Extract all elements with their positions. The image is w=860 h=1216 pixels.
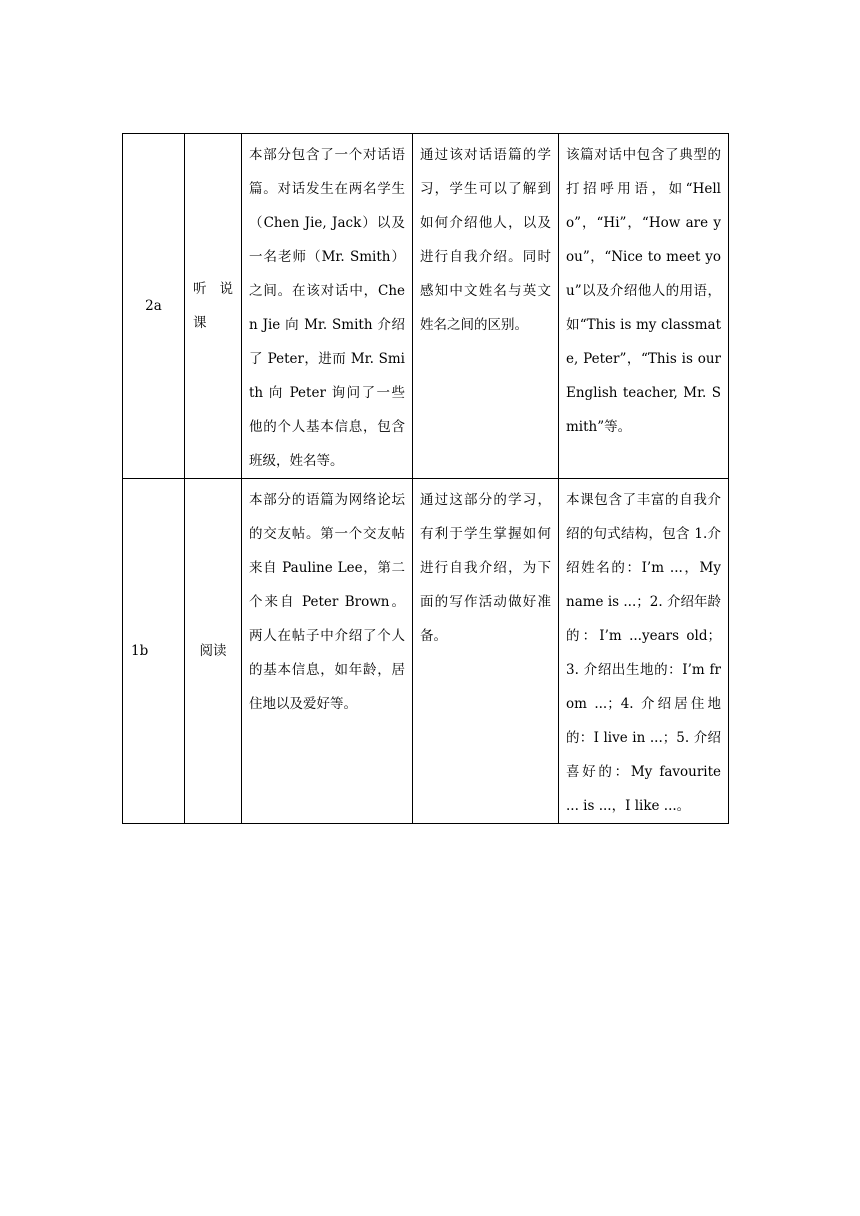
content-text: 本部分的语篇为网络论坛的交友帖。第一个交友帖来自 Pauline Lee，第二个来自 Peter Brown。两人在帖子中介绍了个人的基本信息，如年龄，居住地以及爱好等。 (249, 492, 405, 712)
lesson-code-cell (123, 134, 185, 479)
lesson-type-cell (185, 479, 242, 824)
language-cell (559, 134, 729, 479)
table-row (123, 134, 729, 479)
language-text: 该篇对话中包含了典型的打招呼用语，如“Hello”，“Hi”，“How are you”，“Nice to meet you”以及介绍他人的用语，如“This is my classmate, Peter”，“This is our English teacher, Mr. Smith”等。 (566, 147, 721, 435)
content-cell (242, 134, 413, 479)
content-cell (242, 479, 413, 824)
content-text: 本部分包含了一个对话语篇。对话发生在两名学生（Chen Jie, Jack）以及一名老师（Mr. Smith）之间。在该对话中，Chen Jie 向 Mr. Smith 介绍了 Peter，进而 Mr. Smith 向 Peter 询问了一些他的个人基本信息，包含班级，姓名等。 (249, 147, 405, 469)
goal-text: 通过该对话语篇的学习，学生可以了解到如何介绍他人，以及进行自我介绍。同时感知中文姓名与英文姓名之间的区别。 (420, 147, 551, 333)
language-text: 本课包含了丰富的自我介绍的句式结构，包含 1.介绍姓名的：I’m ...，My name is ...；2. 介绍年龄的：I’m ...years old；3. 介绍出生地的：I’m from ...；4. 介绍居住地的：I live in ...；5. 介绍喜好的：My favourite ... is ...，I like ...。 (566, 492, 721, 814)
table-row (123, 479, 729, 824)
lesson-code: 2a (145, 298, 162, 314)
lesson-code-cell (123, 479, 185, 824)
lesson-code: 1b (131, 643, 149, 659)
lesson-type: 听 说 课 (193, 281, 233, 331)
goal-cell (413, 134, 559, 479)
lesson-analysis-table (122, 133, 729, 824)
lesson-type-cell (185, 134, 242, 479)
goal-cell (413, 479, 559, 824)
goal-text: 通过这部分的学习，有利于学生掌握如何进行自我介绍，为下面的写作活动做好准备。 (420, 492, 551, 644)
lesson-type: 阅读 (199, 643, 227, 659)
language-cell (559, 479, 729, 824)
